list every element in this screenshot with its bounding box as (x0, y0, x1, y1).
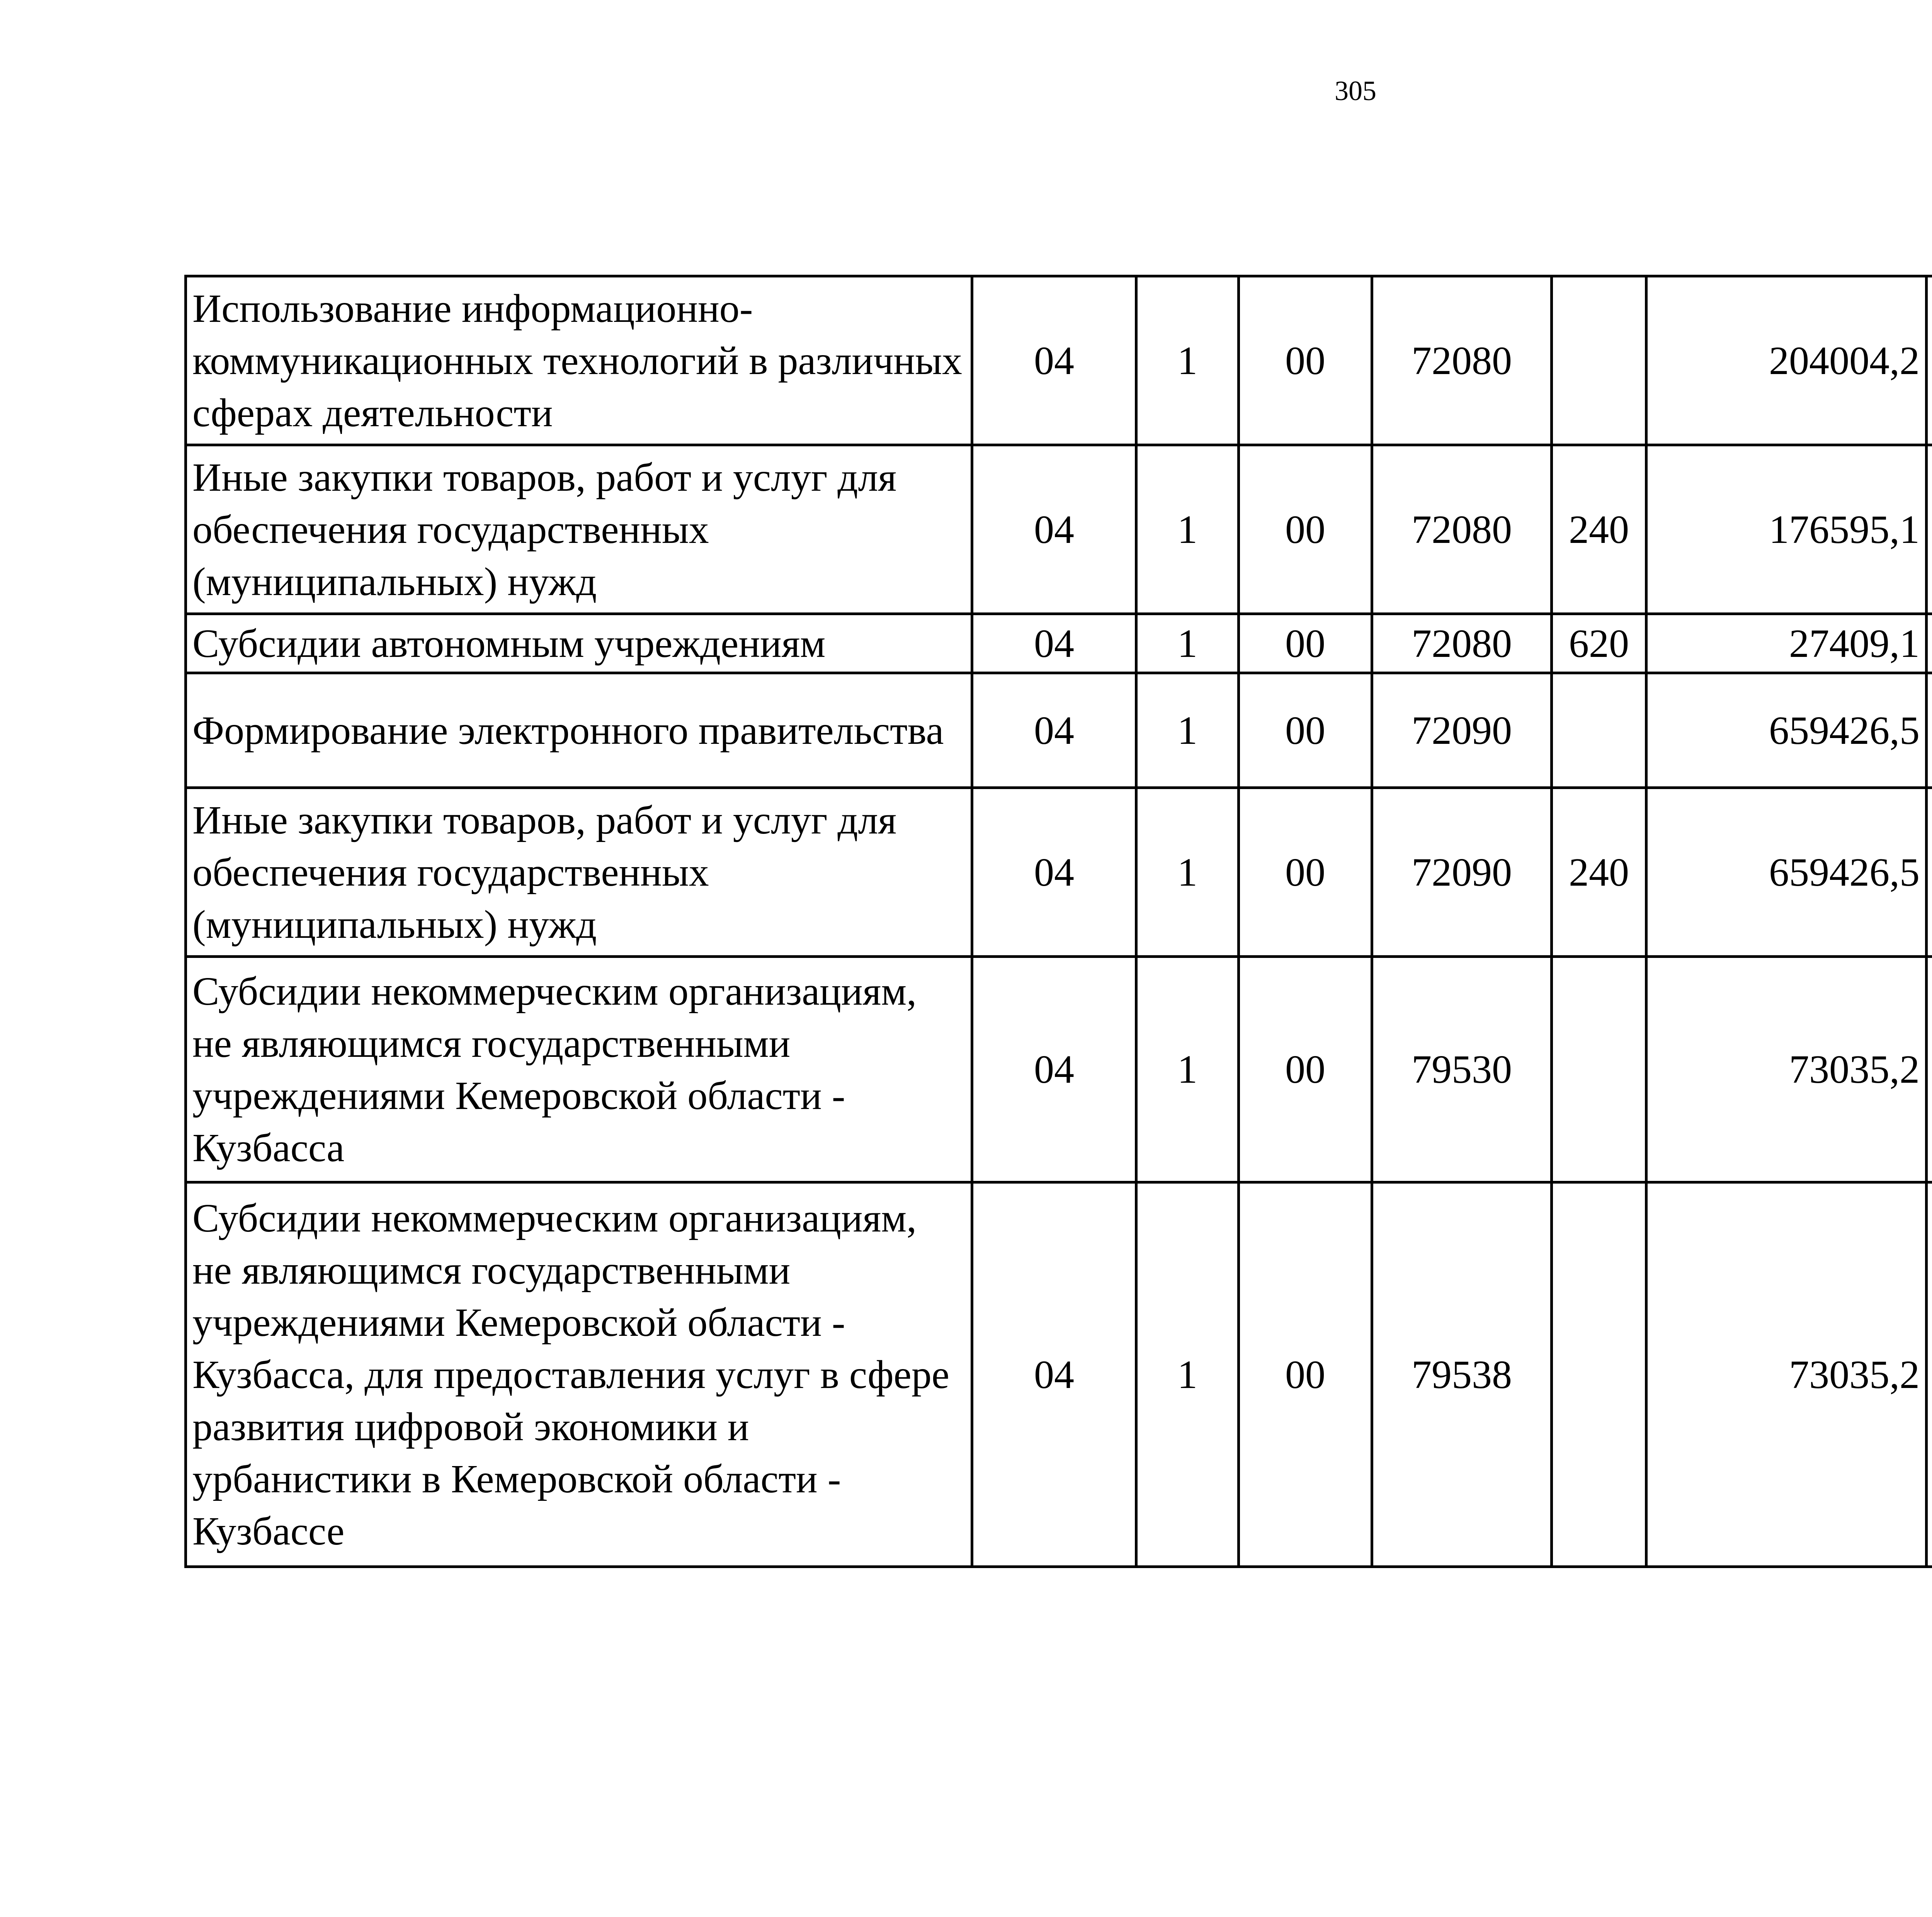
direction-code: 72080 (1372, 276, 1552, 445)
amount-1: 27409,1 (1646, 614, 1927, 673)
table-row (186, 788, 1932, 957)
row-name: Иные закупки товаров, работ и услуг для обеспечения государственных (муниципальных) нужд (186, 788, 972, 957)
section-code: 04 (972, 445, 1136, 614)
amount-1: 659426,5 (1646, 673, 1927, 788)
direction-code: 79538 (1372, 1182, 1552, 1567)
program-code: 1 (1136, 445, 1239, 614)
expense-type-code (1552, 276, 1646, 445)
amount-2 (1927, 445, 1932, 614)
row-name: Субсидии некоммерческим организациям, не являющимся государственными учреждениями Кемеровской области - Кузбасса, для предоставления услуг в сфере развития цифровой экономики и урбанистики в Кемеровской области - Кузбассе (186, 1182, 972, 1567)
table-row (186, 673, 1932, 788)
amount-1: 204004,2 (1646, 276, 1927, 445)
amount-2 (1927, 1182, 1932, 1567)
row-name: Иные закупки товаров, работ и услуг для обеспечения государственных (муниципальных) нужд (186, 445, 972, 614)
section-code: 04 (972, 276, 1136, 445)
amount-2 (1927, 614, 1932, 673)
subprogram-code: 00 (1239, 673, 1372, 788)
amount-2 (1927, 673, 1932, 788)
amount-2 (1927, 957, 1932, 1182)
direction-code: 72090 (1372, 788, 1552, 957)
amount-1: 73035,2 (1646, 1182, 1927, 1567)
table-row (186, 276, 1932, 445)
row-name: Субсидии некоммерческим организациям, не являющимся государственными учреждениями Кемеровской области - Кузбасса (186, 957, 972, 1182)
expense-type-code: 240 (1552, 445, 1646, 614)
table-row (186, 1182, 1932, 1567)
subprogram-code: 00 (1239, 1182, 1372, 1567)
expense-type-code (1552, 673, 1646, 788)
subprogram-code: 00 (1239, 788, 1372, 957)
section-code: 04 (972, 957, 1136, 1182)
row-name: Субсидии автономным учреждениям (186, 614, 972, 673)
subprogram-code: 00 (1239, 445, 1372, 614)
amount-1: 73035,2 (1646, 957, 1927, 1182)
table-row (186, 614, 1932, 673)
amount-2 (1927, 276, 1932, 445)
budget-table (184, 275, 1932, 1568)
subprogram-code: 00 (1239, 276, 1372, 445)
program-code: 1 (1136, 673, 1239, 788)
direction-code: 72080 (1372, 445, 1552, 614)
program-code: 1 (1136, 1182, 1239, 1567)
table-row (186, 445, 1932, 614)
section-code: 04 (972, 788, 1136, 957)
table-row (186, 957, 1932, 1182)
direction-code: 72090 (1372, 673, 1552, 788)
amount-1: 659426,5 (1646, 788, 1927, 957)
program-code: 1 (1136, 788, 1239, 957)
row-name: Использование информационно-коммуникационных технологий в различных сферах деятельности (186, 276, 972, 445)
direction-code: 72080 (1372, 614, 1552, 673)
row-name: Формирование электронного правительства (186, 673, 972, 788)
program-code: 1 (1136, 276, 1239, 445)
section-code: 04 (972, 673, 1136, 788)
program-code: 1 (1136, 957, 1239, 1182)
subprogram-code: 00 (1239, 614, 1372, 673)
expense-type-code (1552, 957, 1646, 1182)
amount-1: 176595,1 (1646, 445, 1927, 614)
amount-2 (1927, 788, 1932, 957)
expense-type-code: 620 (1552, 614, 1646, 673)
direction-code: 79530 (1372, 957, 1552, 1182)
section-code: 04 (972, 1182, 1136, 1567)
subprogram-code: 00 (1239, 957, 1372, 1182)
expense-type-code (1552, 1182, 1646, 1567)
page-number: 305 (1335, 75, 1376, 106)
program-code: 1 (1136, 614, 1239, 673)
section-code: 04 (972, 614, 1136, 673)
expense-type-code: 240 (1552, 788, 1646, 957)
